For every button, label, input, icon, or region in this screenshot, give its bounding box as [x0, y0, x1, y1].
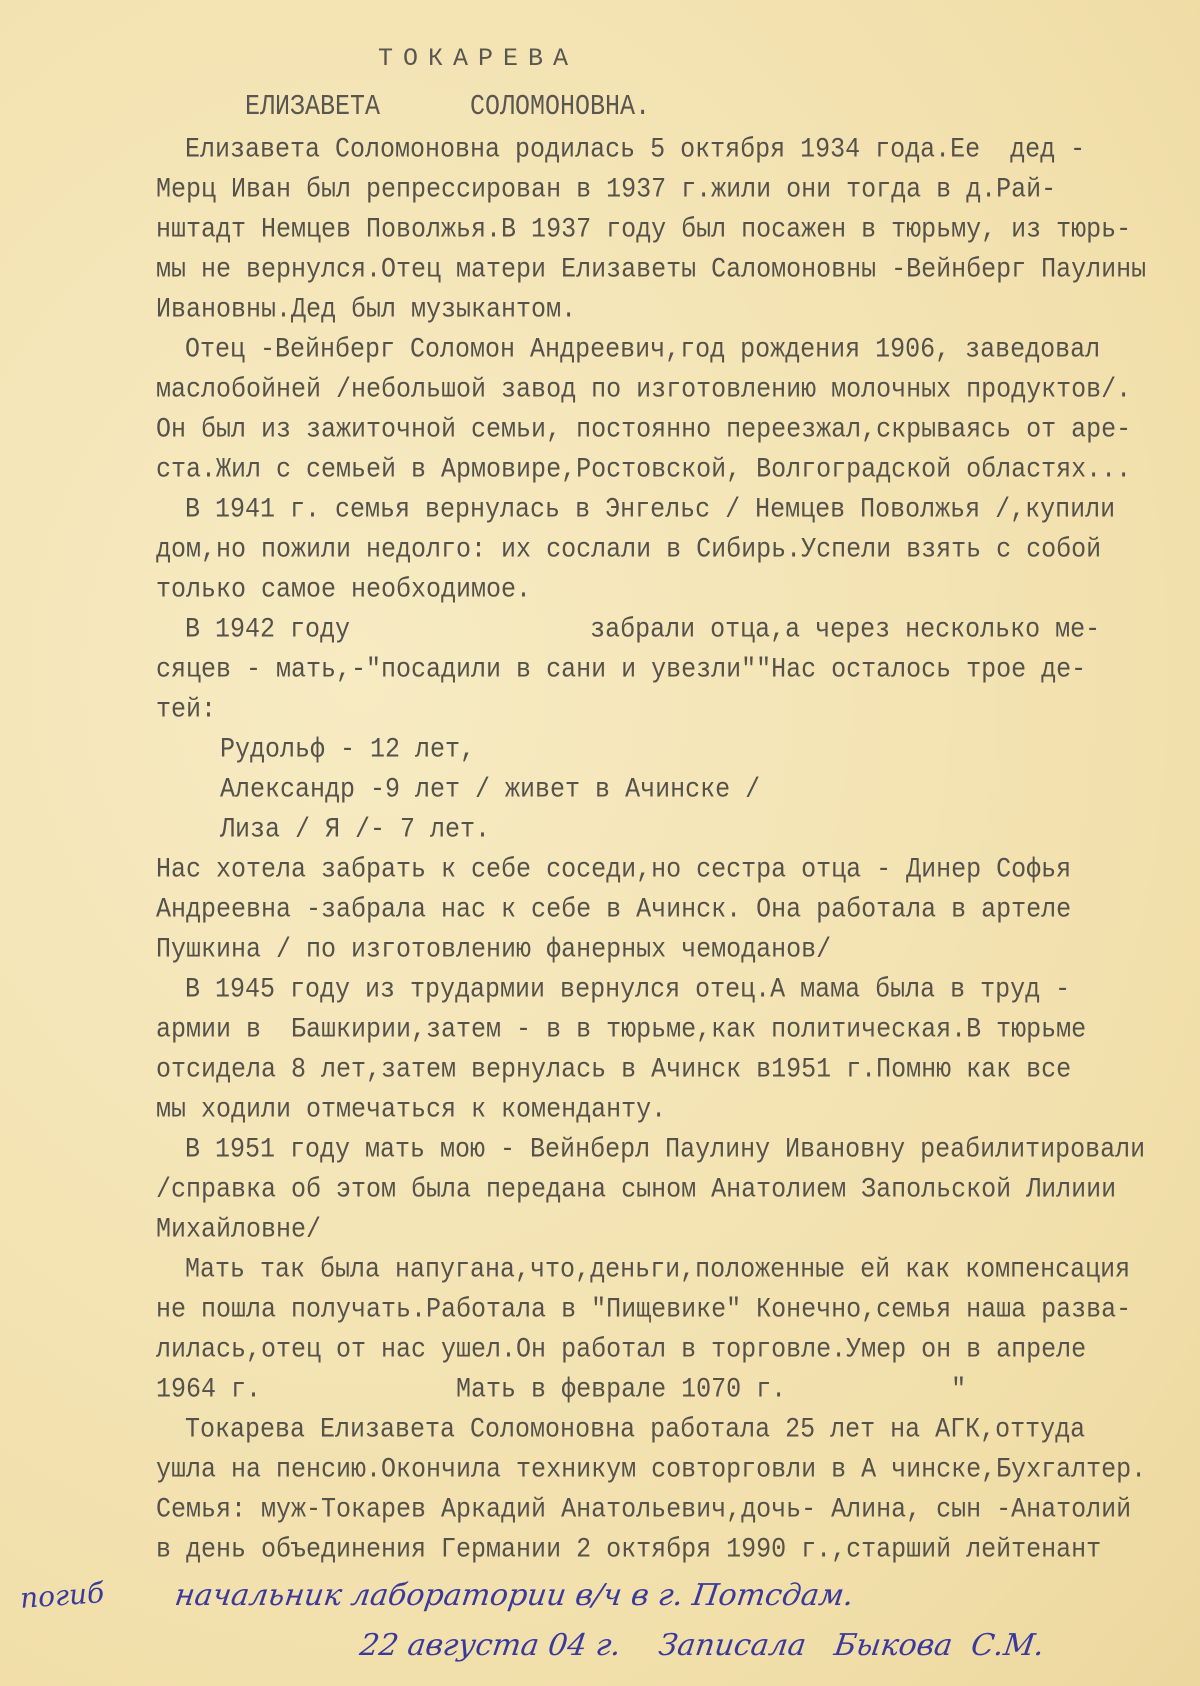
text-line: В 1941 г. семья вернулась в Энгельс / Немцев Поволжья /,купили	[185, 493, 1116, 526]
text-line: Отец -Вейнберг Соломон Андреевич,год рождения 1906, заведовал	[185, 333, 1101, 366]
text-line: армии в Башкирии,затем - в в тюрьме,как политическая.В тюрьме	[156, 1013, 1087, 1046]
text-line: сяцев - мать,-"посадили в сани и увезли""Нас осталось трое де-	[156, 653, 1087, 686]
handwritten-line: начальник лаборатории в/ч в г. Потсдам.	[172, 1578, 856, 1613]
text-line: в день объединения Германии 2 октября 1990 г.,старший лейтенант	[156, 1533, 1102, 1566]
text-line: Семья: муж-Токарев Аркадий Анатольевич,дочь- Алина, сын -Анатолий	[156, 1493, 1132, 1526]
text-line: Елизавета Соломоновна родилась 5 октября 1934 года.Ее дед -	[185, 133, 1086, 166]
text-line: Ивановны.Дед был музыкантом.	[156, 293, 577, 326]
text-line: Пушкина / по изготовлению фанерных чемоданов/	[156, 933, 832, 966]
text-line: не пошла получать.Работала в "Пищевике" Конечно,семья наша разва-	[156, 1293, 1132, 1326]
text-line: Мерц Иван был репрессирован в 1937 г.жили они тогда в д.Рай-	[156, 173, 1057, 206]
document-body	[0, 130, 1200, 1570]
text-line: дом,но пожили недолго: их сослали в Сибирь.Успели взять с собой	[156, 533, 1102, 566]
handwritten-signature-line: 22 августа 04 г. Записала Быкова С.М.	[357, 1628, 1047, 1663]
text-line: Михайловне/	[156, 1213, 322, 1246]
document-title: ТОКАРЕВА	[378, 44, 579, 73]
list-item: Рудольф - 12 лет,	[220, 733, 476, 766]
text-line: нштадт Немцев Поволжья.В 1937 году был посажен в тюрьму, из тюрь-	[156, 213, 1132, 246]
text-line: ушла на пенсию.Окончила техникум совторговли в А чинске,Бухгалтер.	[156, 1453, 1147, 1486]
text-line: мы ходили отмечаться к коменданту.	[156, 1093, 667, 1126]
text-line: лилась,отец от нас ушел.Он работал в торговле.Умер он в апреле	[156, 1333, 1087, 1366]
text-line: мы не вернулся.Отец матери Елизаветы Саломоновны -Вейнберг Паулины	[156, 253, 1147, 286]
text-line: Андреевна -забрала нас к себе в Ачинск. Она работала в артеле	[156, 893, 1072, 926]
text-line: ста.Жил с семьей в Армовире,Ростовской, Волгоградской областях...	[156, 453, 1132, 486]
text-line: В 1942 году забрали отца,а через несколько ме-	[185, 613, 1101, 646]
document-subtitle: ЕЛИЗАВЕТА СОЛОМОНОВНА.	[245, 89, 651, 124]
text-line: только самое необходимое.	[156, 573, 532, 606]
text-line: отсидела 8 лет,затем вернулась в Ачинск в1951 г.Помню как все	[156, 1053, 1072, 1086]
text-line: 1964 г. Мать в феврале 1070 г. "	[156, 1373, 967, 1406]
text-line: В 1951 году мать мою - Вейнберл Паулину Ивановну реабилитировали	[185, 1133, 1146, 1166]
text-line: Нас хотела забрать к себе соседи,но сестра отца - Динер Софья	[156, 853, 1072, 886]
text-line: маслобойней /небольшой завод по изготовлению молочных продуктов/.	[156, 373, 1132, 406]
text-line: Мать так была напугана,что,деньги,положенные ей как компенсация	[185, 1253, 1131, 1286]
handwritten-margin-note: погиб	[18, 1576, 106, 1615]
text-line: В 1945 году из трудармии вернулся отец.А мама была в труд -	[185, 973, 1071, 1006]
list-item: Александр -9 лет / живет в Ачинске /	[220, 773, 761, 806]
text-line: Он был из зажиточной семьи, постоянно переезжал,скрываясь от аре-	[156, 413, 1132, 446]
text-line: тей:	[156, 693, 217, 726]
text-line: /справка об этом была передана сыном Анатолием Запольской Лилиии	[156, 1173, 1117, 1206]
list-item: Лиза / Я /- 7 лет.	[220, 813, 491, 846]
text-line: Токарева Елизавета Соломоновна работала 25 лет на АГК,оттуда	[185, 1413, 1086, 1446]
